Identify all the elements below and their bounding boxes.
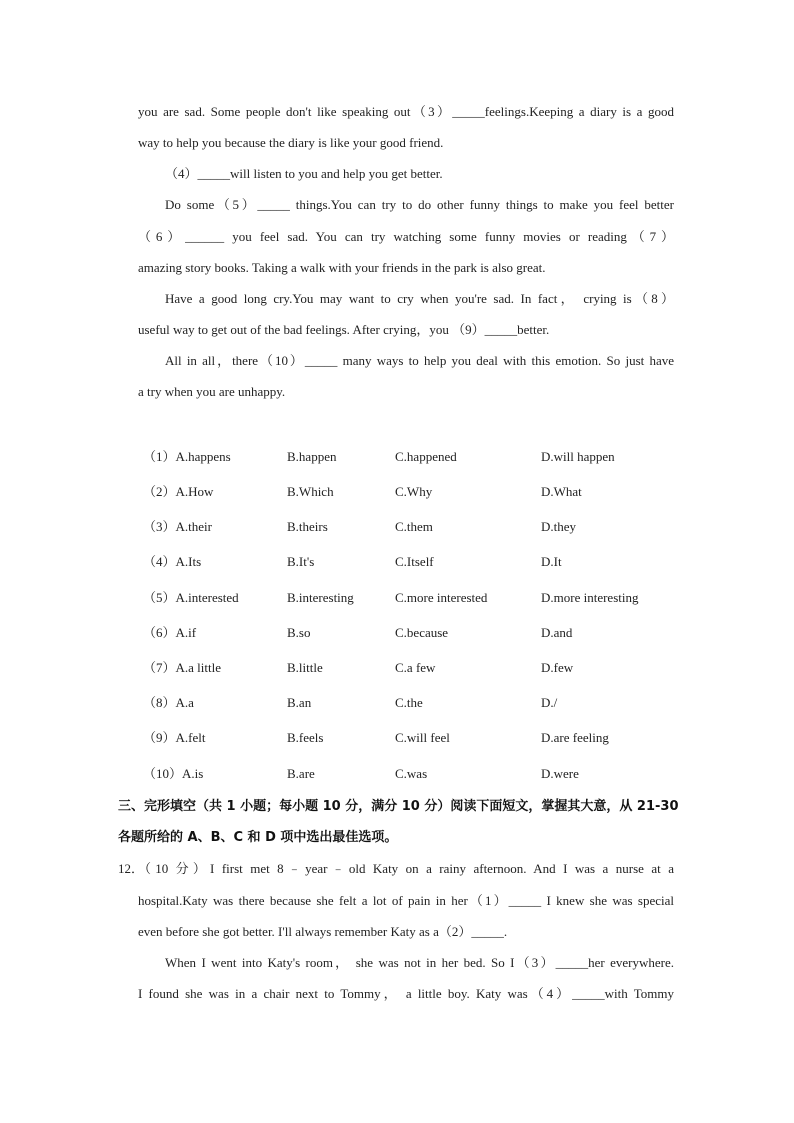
- option-row: [0, 589, 794, 607]
- question-line: （10 分）I first met 8﹣year﹣old Katy on a rainy afternoon. And I was a nurse at a: [138, 861, 674, 876]
- option-c: C.the: [395, 695, 423, 710]
- option-d: D.were: [541, 766, 579, 781]
- option-b: B.feels: [287, 730, 324, 745]
- option-a: （10）A.is: [143, 766, 204, 781]
- option-row: [0, 765, 794, 783]
- option-d: D.will happen: [541, 449, 615, 464]
- passage-line: All in all，there（10）_____ many ways to help you deal with this emotion. So just have: [165, 353, 674, 368]
- question-line: I found she was in a chair next to Tommy， a little boy. Katy was（4）_____with Tommy: [138, 986, 674, 1001]
- option-a: （2）A.How: [143, 484, 214, 499]
- option-c: C.them: [395, 519, 433, 534]
- passage-line: amazing story books. Taking a walk with your friends in the park is also great.: [138, 260, 546, 275]
- option-b: B.Which: [287, 484, 334, 499]
- option-a: （7）A.a little: [143, 660, 221, 675]
- option-row: [0, 729, 794, 747]
- option-row: [0, 518, 794, 536]
- option-row: [0, 694, 794, 712]
- option-c: C.was: [395, 766, 428, 781]
- passage-line: you are sad. Some people don't like speaking out（3）_____feelings.Keeping a diary is a good: [138, 104, 674, 119]
- section-heading-line1: 三、完形填空（共 1 小题；每小题 10 分，满分 10 分）阅读下面短文，掌握其大意，从 21-30: [118, 799, 679, 814]
- option-a: （5）A.interested: [143, 590, 239, 605]
- passage-line: useful way to get out of the bad feelings. After crying，you （9）_____better.: [138, 322, 550, 337]
- option-row: [0, 448, 794, 466]
- option-b: B.so: [287, 625, 311, 640]
- option-d: D.What: [541, 484, 582, 499]
- option-d: D.are feeling: [541, 730, 609, 745]
- option-d: D.few: [541, 660, 574, 675]
- option-b: B.an: [287, 695, 312, 710]
- option-c: C.because: [395, 625, 449, 640]
- option-row: [0, 483, 794, 501]
- passage-line: Have a good long cry.You may want to cry when you're sad. In fact， crying is（8）: [165, 291, 674, 306]
- question-line: hospital.Katy was there because she felt a lot of pain in her（1）_____ I knew she was special: [138, 893, 674, 908]
- option-d: D.more interesting: [541, 590, 639, 605]
- option-d: D.they: [541, 519, 577, 534]
- passage-line: （6）______ you feel sad. You can try watching some funny movies or reading（7）: [138, 229, 674, 244]
- option-c: C.Why: [395, 484, 433, 499]
- option-a: （6）A.if: [143, 625, 197, 640]
- option-a: （3）A.their: [143, 519, 212, 534]
- option-d: D.It: [541, 554, 562, 569]
- option-d: D.and: [541, 625, 573, 640]
- option-b: B.happen: [287, 449, 337, 464]
- option-c: C.a few: [395, 660, 436, 675]
- option-d: D./: [541, 695, 558, 710]
- option-c: C.Itself: [395, 554, 434, 569]
- option-a: （1）A.happens: [143, 449, 231, 464]
- option-c: C.more interested: [395, 590, 488, 605]
- option-row: [0, 659, 794, 677]
- option-b: B.It's: [287, 554, 315, 569]
- section-heading-line2: 各题所给的 A、B、C 和 D 项中选出最佳选项。: [118, 830, 398, 845]
- passage-line: way to help you because the diary is like your good friend.: [138, 135, 444, 150]
- option-row: [0, 553, 794, 571]
- passage-line: a try when you are unhappy.: [138, 384, 286, 399]
- question-number: 12．: [118, 861, 145, 876]
- passage-line: （4）_____will listen to you and help you get better.: [165, 166, 443, 181]
- option-a: （9）A.felt: [143, 730, 206, 745]
- option-row: [0, 624, 794, 642]
- question-line: even before she got better. I'll always remember Katy as a（2）_____.: [138, 924, 508, 939]
- option-c: C.will feel: [395, 730, 450, 745]
- question-line: When I went into Katy's room， she was not in her bed. So I（3）_____her everywhere.: [165, 955, 674, 970]
- option-a: （4）A.Its: [143, 554, 202, 569]
- option-b: B.theirs: [287, 519, 328, 534]
- option-c: C.happened: [395, 449, 457, 464]
- passage-line: Do some（5）_____ things.You can try to do other funny things to make you feel better: [165, 197, 674, 212]
- option-b: B.interesting: [287, 590, 354, 605]
- option-a: （8）A.a: [143, 695, 194, 710]
- option-b: B.are: [287, 766, 315, 781]
- option-b: B.little: [287, 660, 323, 675]
